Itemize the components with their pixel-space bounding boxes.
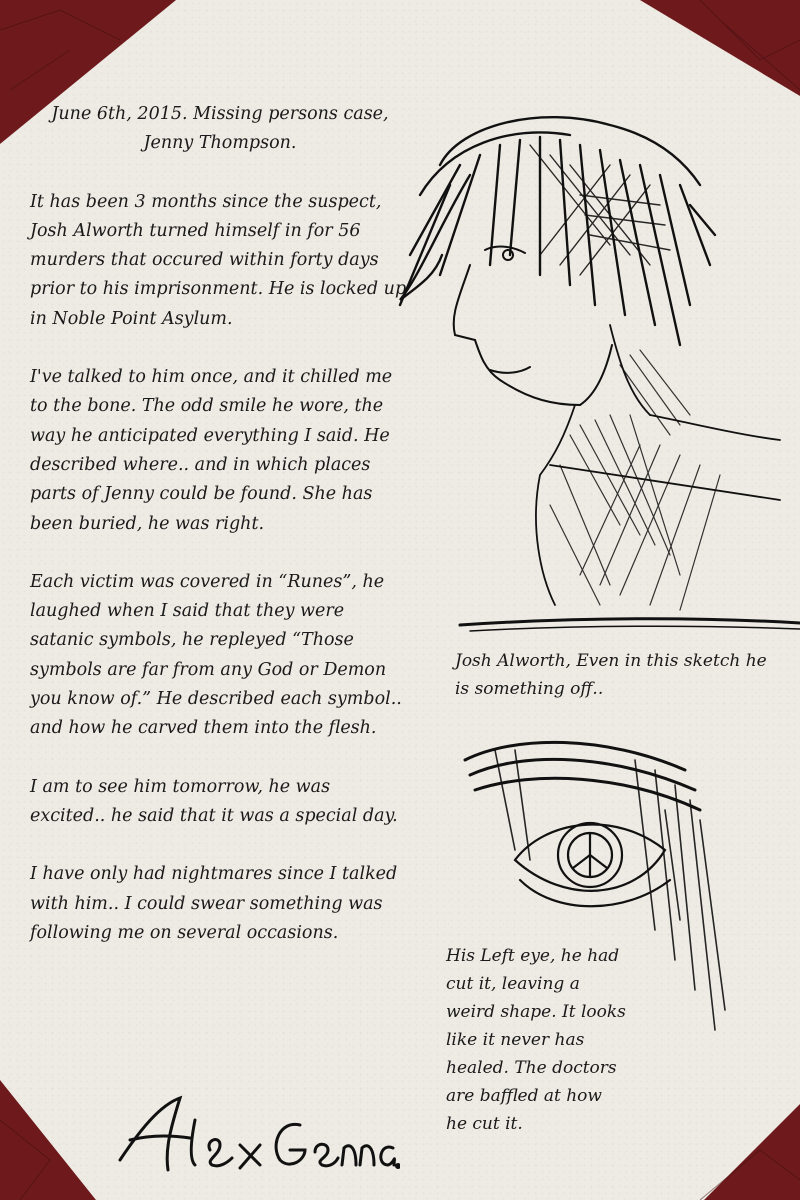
journal-entry bbox=[30, 100, 410, 977]
entry-header: June 6th, 2015. Missing persons case, Jenny Thompson. bbox=[51, 104, 389, 154]
journal-paragraph-2: I've talked to him once, and it chilled me to the bone. The odd smile he wore, the way he anticipated everything I said. He described where.. and in which places parts of Jenny could be found. She has been buried, he was right. bbox=[30, 367, 393, 534]
signature-scrawl bbox=[110, 1090, 400, 1175]
journal-paragraph-3: Each victim was covered in “Runes”, he laughed when I said that they were satanic symbols, he repleyed “Those symbols are far from any God or Demon you know of.” He described each symbol.. and how he carved them into the flesh. bbox=[30, 571, 402, 739]
journal-paragraph-1: It has been 3 months since the suspect, Josh Alworth turned himself in for 56 murders that occured within forty days prior to his imprisonment. He is locked up in Noble Point Asylum. bbox=[30, 191, 407, 329]
portrait-caption: Josh Alworth, Even in this sketch he is something off.. bbox=[455, 651, 767, 699]
eye-caption: His Left eye, he had cut it, leaving a weird shape. It looks like it never has healed. The doctors are baffled at how he cut it. bbox=[446, 946, 626, 1134]
journal-paragraph-4: I am to see him tomorrow, he was excited.. he said that it was a special day. bbox=[30, 776, 398, 826]
journal-paragraph-5: I have only had nightmares since I talked with him.. I could swear something was following me on several occasions. bbox=[30, 864, 398, 943]
portrait-sketch bbox=[380, 105, 800, 635]
